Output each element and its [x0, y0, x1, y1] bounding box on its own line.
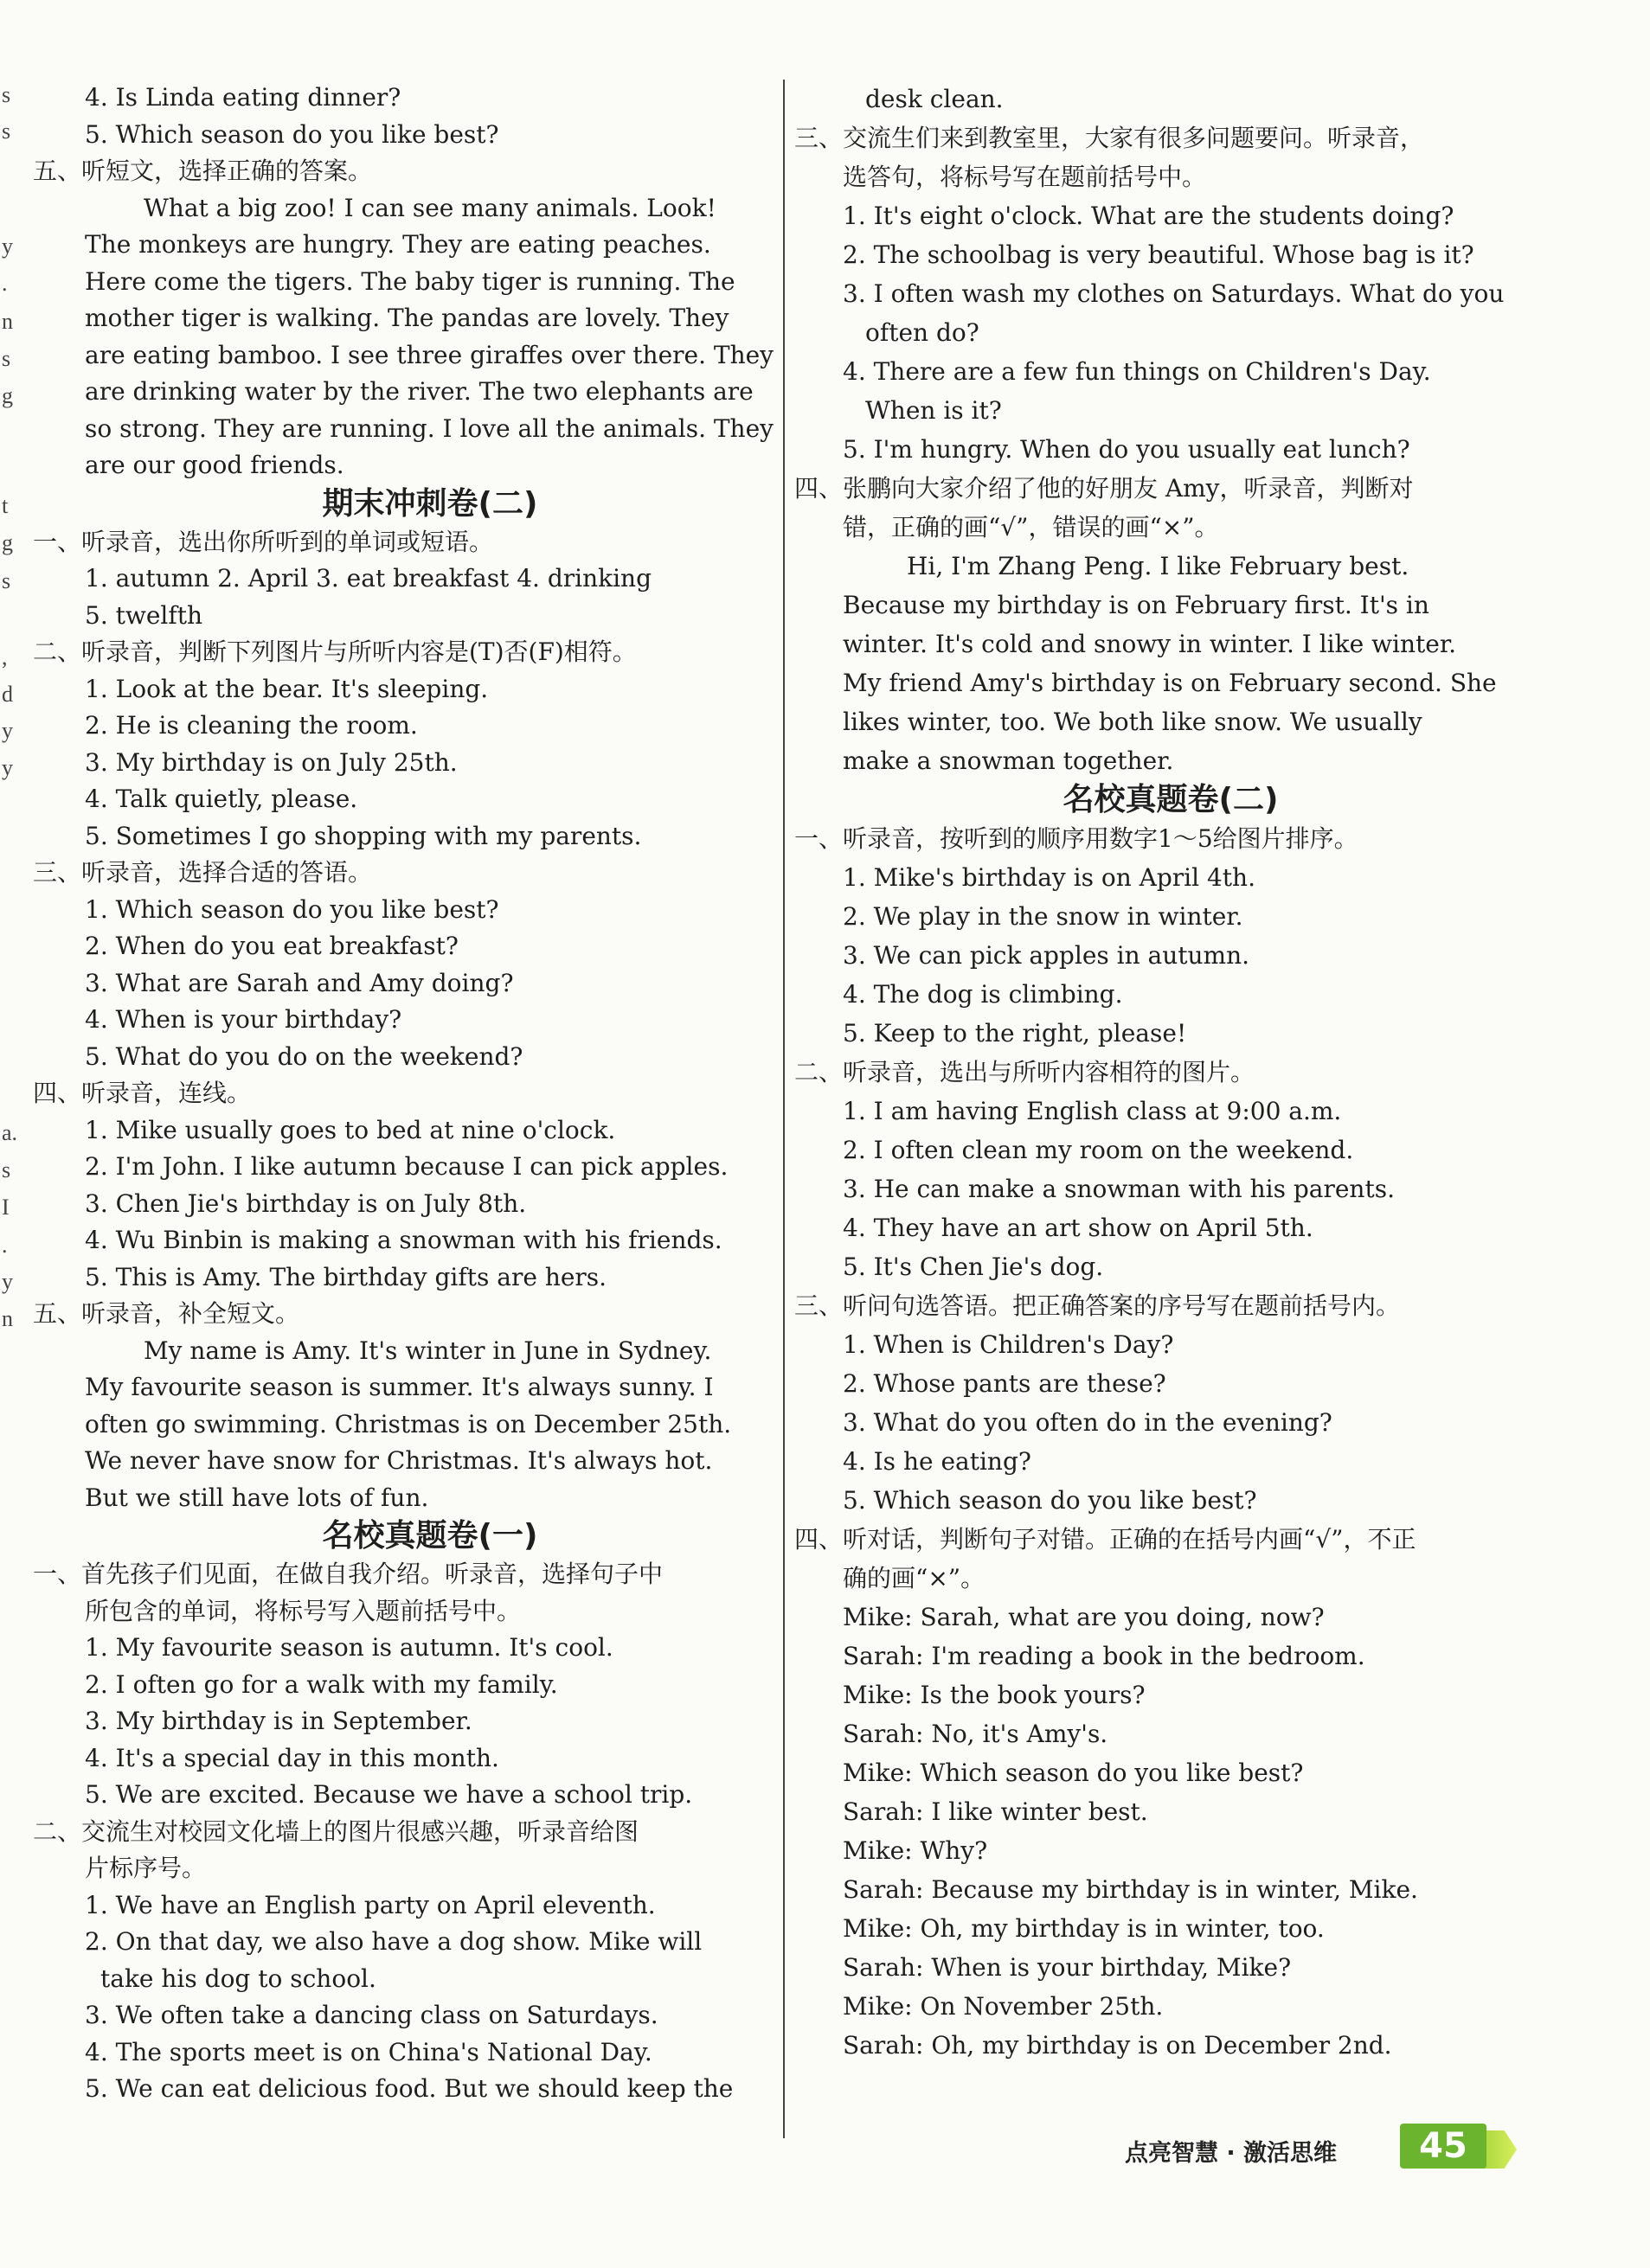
question-item: 5. Keep to the right, please!: [843, 1019, 1187, 1048]
footer-slogan: 点亮智慧 · 激活思维: [1125, 2140, 1338, 2167]
question-item: 5. Sometimes I go shopping with my parents.: [85, 821, 642, 850]
edge-letter: s: [2, 346, 11, 371]
passage-line: Sarah: When is your birthday, Mike?: [843, 1953, 1292, 1982]
line-continuation: When is it?: [865, 396, 1002, 425]
question-item: 1. Mike usually goes to bed at nine o'clock.: [85, 1115, 616, 1144]
question-item: 4. They have an art show on April 5th.: [843, 1214, 1313, 1242]
question-item: 3. He can make a snowman with his parents.: [843, 1175, 1395, 1203]
question-item: 3. We can pick apples in autumn.: [843, 941, 1250, 970]
question-item: 4. When is your birthday?: [85, 1005, 402, 1034]
page-footer: [1125, 2124, 1523, 2175]
passage-line: Hi, I'm Zhang Peng. I like February best.: [907, 552, 1409, 580]
passage-line: mother tiger is walking. The pandas are lovely. They: [85, 304, 729, 332]
passage-line: The monkeys are hungry. They are eating peaches.: [85, 230, 711, 259]
question-item: 4. Is Linda eating dinner?: [85, 83, 401, 112]
edge-letter: t: [2, 493, 9, 518]
question-instruction: 四、听录音，连线。: [33, 1079, 252, 1107]
question-item: 1. autumn 2. April 3. eat breakfast 4. drinking: [85, 564, 652, 593]
passage-line: Sarah: Because my birthday is in winter, Mike.: [843, 1875, 1418, 1904]
question-item: 3. Chen Jie's birthday is on July 8th.: [85, 1188, 527, 1218]
column-divider: [783, 80, 785, 2138]
section-heading: 名校真题卷(二): [1063, 782, 1279, 817]
question-item: 4. Is he eating?: [843, 1447, 1031, 1476]
passage-line: so strong. They are running. I love all the animals. They: [85, 413, 774, 443]
edge-letter: y: [2, 1269, 13, 1294]
line-continuation: 选答句，将标号写在题前括号中。: [843, 163, 1207, 191]
passage-line: Sarah: No, it's Amy's.: [843, 1720, 1108, 1748]
passage-line: Mike: Oh, my birthday is in winter, too.: [843, 1914, 1325, 1943]
edge-letter: g: [2, 530, 13, 555]
passage-line: winter. It's cold and snowy in winter. I like winter.: [843, 630, 1457, 658]
question-instruction: 二、听录音，判断下列图片与所听内容是(T)否(F)相符。: [33, 637, 637, 666]
section-heading: 名校真题卷(一): [322, 1518, 538, 1554]
passage-line: are our good friends.: [85, 451, 344, 479]
line-continuation: desk clean.: [865, 85, 1004, 113]
passage-line: make a snowman together.: [843, 746, 1174, 775]
line-continuation: 确的画“×”。: [843, 1564, 986, 1592]
question-item: 4. The dog is climbing.: [843, 980, 1123, 1009]
question-item: 5. Which season do you like best?: [843, 1486, 1257, 1515]
question-item: 2. When do you eat breakfast?: [85, 932, 459, 960]
edge-letter: s: [2, 568, 11, 593]
passage-line: My name is Amy. It's winter in June in Sydney.: [144, 1336, 712, 1365]
passage-line: likes winter, too. We both like snow. We usually: [843, 708, 1422, 736]
question-item: 1. We have an English party on April eleventh.: [85, 1890, 656, 1919]
question-instruction: 二、交流生对校园文化墙上的图片很感兴趣，听录音给图: [33, 1816, 639, 1846]
question-item: 3. I often wash my clothes on Saturdays. What do you: [843, 279, 1505, 308]
question-item: 4. There are a few fun things on Children's Day.: [843, 357, 1431, 386]
section-heading: 期末冲刺卷(二): [322, 485, 538, 522]
page-number: 45: [1400, 2124, 1486, 2169]
edge-letter: .: [2, 271, 8, 296]
question-item: 1. I am having English class at 9:00 a.m.: [843, 1097, 1342, 1125]
question-instruction: 三、听录音，选择合适的答语。: [33, 858, 373, 887]
question-item: 5. We can eat delicious food. But we should keep the: [85, 2074, 734, 2103]
passage-line: We never have snow for Christmas. It's always hot.: [85, 1446, 713, 1475]
question-item: 5. What do you do on the weekend?: [85, 1041, 523, 1071]
question-item: 5. I'm hungry. When do you usually eat lunch?: [843, 435, 1410, 464]
question-item: 1. My favourite season is autumn. It's cool.: [85, 1633, 613, 1662]
passage-line: But we still have lots of fun.: [85, 1483, 429, 1512]
question-item: 2. On that day, we also have a dog show. Mike will: [85, 1927, 703, 1956]
question-item: 2. I often go for a walk with my family.: [85, 1669, 558, 1699]
question-item: 4. Wu Binbin is making a snowman with his friends.: [85, 1226, 722, 1254]
question-item: 4. Talk quietly, please.: [85, 785, 358, 813]
question-item: 1. Mike's birthday is on April 4th.: [843, 863, 1255, 892]
passage-line: Mike: Why?: [843, 1836, 988, 1865]
passage-line: Mike: Which season do you like best?: [843, 1759, 1304, 1787]
question-item: 4. The sports meet is on China's National Day.: [85, 2037, 652, 2066]
question-item: 2. He is cleaning the room.: [85, 711, 418, 740]
question-instruction: 二、听录音，选出与所听内容相符的图片。: [794, 1058, 1255, 1086]
passage-line: My friend Amy's birthday is on February second. She: [843, 669, 1497, 697]
passage-line: are drinking water by the river. The two elephants are: [85, 377, 754, 406]
edge-letter: s: [2, 119, 11, 144]
edge-letter: .: [2, 1233, 8, 1258]
passage-line: My favourite season is summer. It's always sunny. I: [85, 1373, 714, 1401]
question-instruction: 五、听短文，选择正确的答案。: [33, 157, 373, 185]
edge-letter: y: [2, 718, 13, 743]
line-continuation: 所包含的单词，将标号写入题前括号中。: [85, 1596, 522, 1625]
edge-letter: ,: [2, 644, 8, 670]
question-item: 5. It's Chen Jie's dog.: [843, 1253, 1104, 1281]
question-instruction: 一、听录音，按听到的顺序用数字1～5给图片排序。: [794, 824, 1358, 853]
question-item: 3. What do you often do in the evening?: [843, 1408, 1332, 1437]
question-item: 2. Whose pants are these?: [843, 1369, 1166, 1398]
edge-letter: y: [2, 755, 13, 780]
edge-letter: s: [2, 82, 11, 107]
question-item: 3. My birthday is in September.: [85, 1707, 472, 1735]
question-item: 4. It's a special day in this month.: [85, 1743, 499, 1772]
passage-line: often go swimming. Christmas is on December 25th.: [85, 1409, 732, 1438]
right-column: [794, 80, 1538, 2065]
line-continuation: often do?: [865, 318, 979, 347]
question-item: 1. Look at the bear. It's sleeping.: [85, 674, 489, 703]
line-continuation: take his dog to school.: [100, 1964, 376, 1993]
question-item: 3. We often take a dancing class on Saturdays.: [85, 2001, 658, 2029]
passage-line: Sarah: I like winter best.: [843, 1797, 1148, 1826]
edge-letter: s: [2, 1157, 11, 1182]
question-item: 3. My birthday is on July 25th.: [85, 747, 458, 777]
question-item: 2. I'm John. I like autumn because I can pick apples.: [85, 1152, 729, 1181]
question-item: 1. It's eight o'clock. What are the students doing?: [843, 202, 1454, 230]
question-item: 1. When is Children's Day?: [843, 1330, 1174, 1359]
question-instruction: 一、首先孩子们见面，在做自我介绍。听录音，选择句子中: [33, 1560, 664, 1588]
passage-line: What a big zoo! I can see many animals. Look!: [144, 193, 716, 222]
edge-letter: a.: [2, 1120, 18, 1145]
line-continuation: 错，正确的画“√”，错误的画“×”。: [843, 513, 1219, 541]
question-item: 5. This is Amy. The birthday gifts are hers.: [85, 1262, 607, 1291]
passage-line: Sarah: Oh, my birthday is on December 2nd.: [843, 2031, 1392, 2060]
question-instruction: 五、听录音，补全短文。: [33, 1299, 300, 1328]
line-continuation: 片标序号。: [85, 1854, 207, 1882]
passage-line: Sarah: I'm reading a book in the bedroom.: [843, 1642, 1365, 1670]
edge-letter: y: [2, 234, 13, 259]
question-instruction: 四、听对话，判断句子对错。正确的在括号内画“√”，不正: [794, 1525, 1416, 1554]
question-item: 2. We play in the snow in winter.: [843, 902, 1243, 931]
question-instruction: 三、交流生们来到教室里，大家有很多问题要问。听录音，: [794, 124, 1425, 152]
question-item: 5. twelfth: [85, 600, 203, 630]
passage-line: are eating bamboo. I see three giraffes over there. They: [85, 340, 774, 369]
question-item: 3. What are Sarah and Amy doing?: [85, 968, 514, 997]
passage-line: Because my birthday is on February first. It's in: [843, 591, 1429, 619]
passage-line: Here come the tigers. The baby tiger is running. The: [85, 266, 735, 296]
edge-letter: n: [2, 1306, 13, 1331]
edge-letter: I: [2, 1195, 10, 1220]
passage-line: Mike: On November 25th.: [843, 1992, 1164, 2021]
left-column: [33, 80, 775, 2108]
passage-line: Mike: Sarah, what are you doing, now?: [843, 1603, 1325, 1631]
question-item: 2. The schoolbag is very beautiful. Whose bag is it?: [843, 240, 1474, 269]
question-instruction: 一、听录音，选出你所听到的单词或短语。: [33, 527, 494, 556]
question-item: 2. I often clean my room on the weekend.: [843, 1136, 1354, 1164]
question-item: 1. Which season do you like best?: [85, 894, 499, 924]
question-instruction: 三、听问句选答语。把正确答案的序号写在题前括号内。: [794, 1291, 1401, 1320]
edge-letter: g: [2, 383, 13, 408]
question-item: 5. Which season do you like best?: [85, 119, 499, 149]
question-instruction: 四、张鹏向大家介绍了他的好朋友 Amy，听录音，判断对: [794, 474, 1414, 503]
passage-line: Mike: Is the book yours?: [843, 1681, 1146, 1709]
question-item: 5. We are excited. Because we have a school trip.: [85, 1780, 693, 1809]
edge-letter: n: [2, 309, 13, 334]
edge-letter: d: [2, 682, 13, 707]
